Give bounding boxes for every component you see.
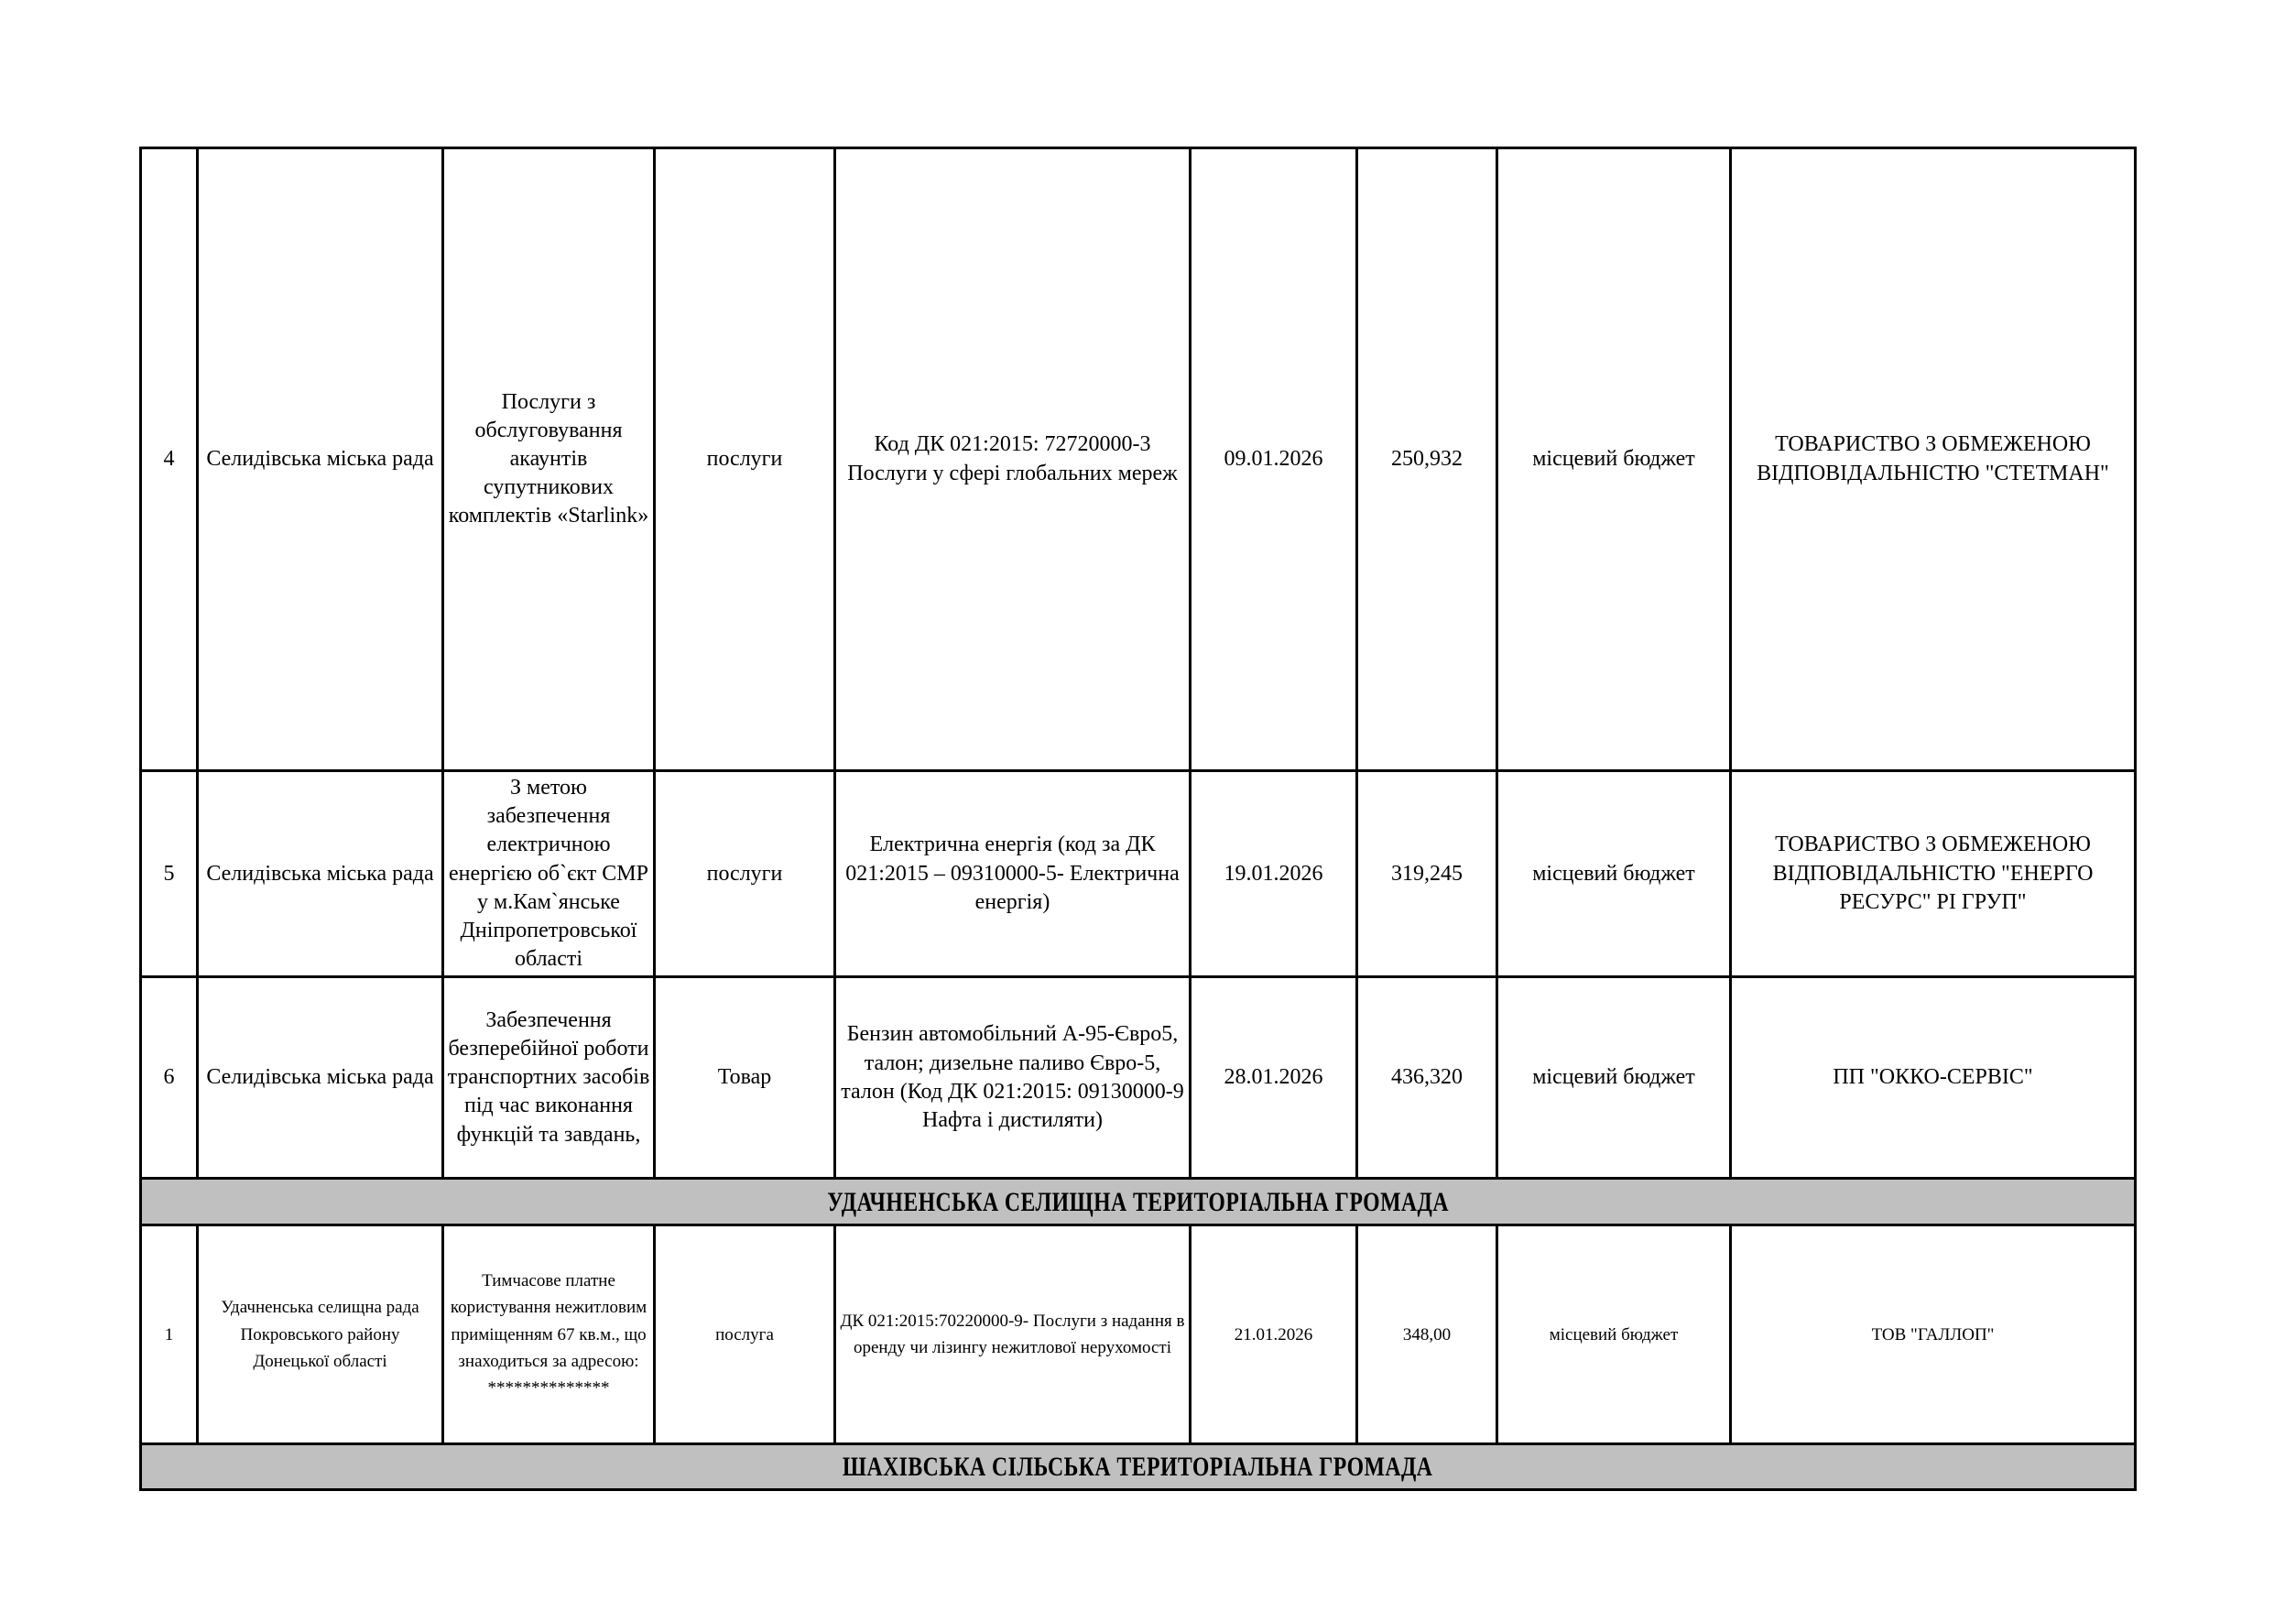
cell-kind: послуги xyxy=(655,771,835,977)
table-row xyxy=(141,1225,2136,1444)
table-row xyxy=(141,977,2136,1179)
cell-budget: місцевий бюджет xyxy=(1497,1225,1731,1444)
cell-number: 6 xyxy=(141,977,198,1179)
cell-kind: послуга xyxy=(655,1225,835,1444)
section-band-cell xyxy=(141,1444,2136,1490)
cell-customer: Селидівська міська рада xyxy=(198,977,443,1179)
table-row xyxy=(141,148,2136,771)
cell-budget: місцевий бюджет xyxy=(1497,771,1731,977)
cell-kind: послуги xyxy=(655,148,835,771)
table-row xyxy=(141,771,2136,977)
cell-supplier: ТОВАРИСТВО З ОБМЕЖЕНОЮ ВІДПОВІДАЛЬНІСТЮ "СТЕТМАН" xyxy=(1731,148,2136,771)
cell-number: 1 xyxy=(141,1225,198,1444)
cell-number: 4 xyxy=(141,148,198,771)
cell-item: Код ДК 021:2015: 72720000-3 Послуги у сфері глобальних мереж xyxy=(835,148,1191,771)
cell-customer: Удачненська селищна рада Покровського району Донецької області xyxy=(198,1225,443,1444)
cell-number: 5 xyxy=(141,771,198,977)
cell-amount: 250,932 xyxy=(1357,148,1497,771)
cell-customer: Селидівська міська рада xyxy=(198,148,443,771)
cell-budget: місцевий бюджет xyxy=(1497,148,1731,771)
cell-amount: 319,245 xyxy=(1357,771,1497,977)
cell-supplier: ТОВ "ГАЛЛОП" xyxy=(1731,1225,2136,1444)
cell-purpose: Забезпечення безперебійної роботи транспортних засобів під час виконання функцій та завдань, xyxy=(443,977,655,1179)
cell-budget: місцевий бюджет xyxy=(1497,977,1731,1179)
cell-date: 19.01.2026 xyxy=(1191,771,1357,977)
cell-customer: Селидівська міська рада xyxy=(198,771,443,977)
cell-amount: 348,00 xyxy=(1357,1225,1497,1444)
cell-date: 09.01.2026 xyxy=(1191,148,1357,771)
cell-amount: 436,320 xyxy=(1357,977,1497,1179)
cell-item: ДК 021:2015:70220000-9- Послуги з надання в оренду чи лізингу нежитлової нерухомості xyxy=(835,1225,1191,1444)
cell-kind: Товар xyxy=(655,977,835,1179)
section-band xyxy=(141,1179,2136,1225)
cell-supplier: ПП "ОККО-СЕРВІС" xyxy=(1731,977,2136,1179)
cell-purpose: З метою забезпечення електричною енергією об`єкт СМР у м.Кам`янське Дніпропетровської області xyxy=(443,771,655,977)
cell-purpose: Послуги з обслуговування акаунтів супутникових комплектів «Starlink» xyxy=(443,148,655,771)
section-band-label: УДАЧНЕНСЬКА СЕЛИЩНА ТЕРИТОРІАЛЬНА ГРОМАДА xyxy=(827,1186,1449,1217)
procurement-table xyxy=(139,147,2137,1491)
section-band-label: ШАХІВСЬКА СІЛЬСЬКА ТЕРИТОРІАЛЬНА ГРОМАДА xyxy=(843,1451,1433,1482)
cell-item: Бензин автомобільний А-95-Євро5, талон; дизельне паливо Євро-5, талон (Код ДК 021:2015: 09130000-9 Нафта і дистиляти) xyxy=(835,977,1191,1179)
cell-date: 28.01.2026 xyxy=(1191,977,1357,1179)
cell-item: Електрична енергія (код за ДК 021:2015 – 09310000-5- Електрична енергія) xyxy=(835,771,1191,977)
cell-date: 21.01.2026 xyxy=(1191,1225,1357,1444)
section-band-cell xyxy=(141,1179,2136,1225)
section-band xyxy=(141,1444,2136,1490)
cell-supplier: ТОВАРИСТВО З ОБМЕЖЕНОЮ ВІДПОВІДАЛЬНІСТЮ "ЕНЕРГО РЕСУРС" РІ ГРУП" xyxy=(1731,771,2136,977)
cell-purpose: Тимчасове платне користування нежитловим приміщенням 67 кв.м., що знаходиться за адресою: ************** xyxy=(443,1225,655,1444)
